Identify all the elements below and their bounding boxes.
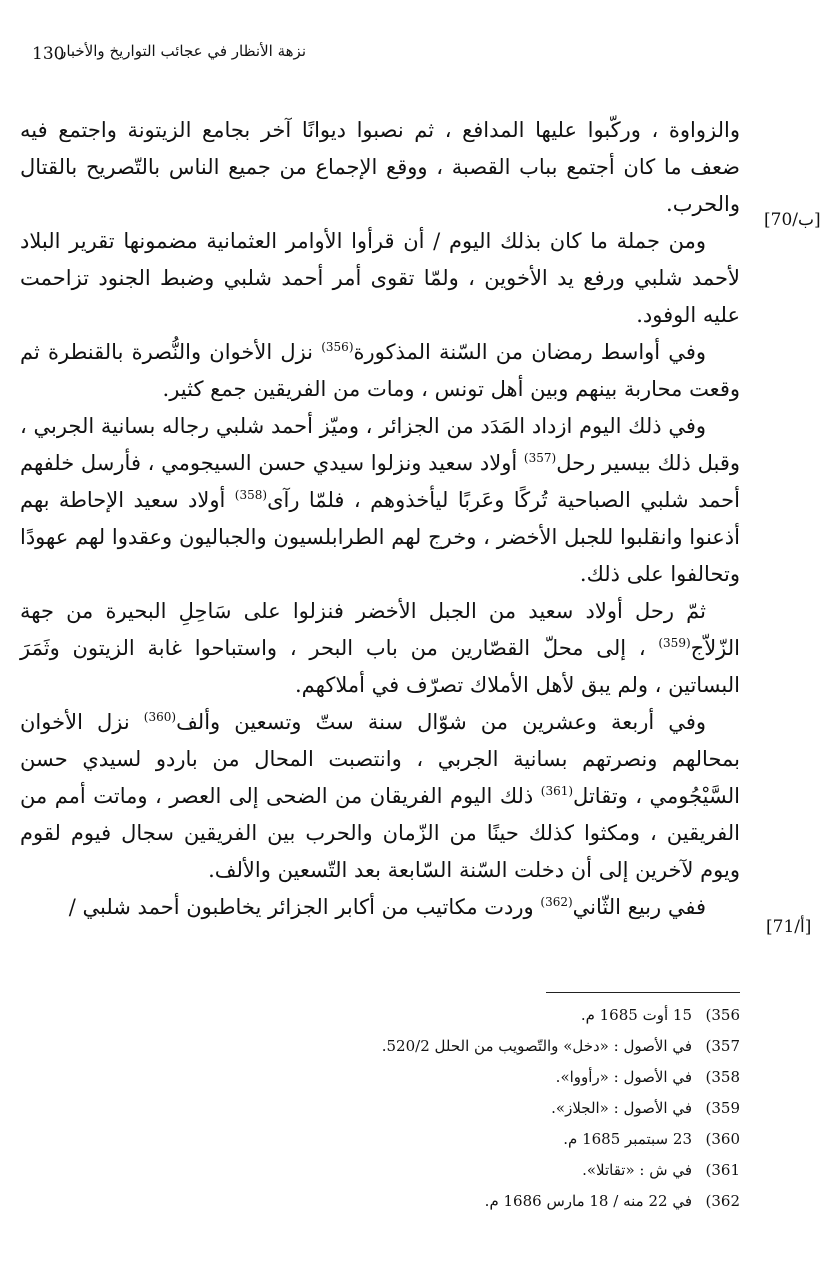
main-text (20, 112, 740, 926)
paragraph-text: ففي ربيع الثّاني (572, 895, 706, 919)
footnote-number: 358) (705, 1068, 740, 1086)
footnote-ref: (360) (143, 710, 177, 724)
footnote-text: 23 سبتمبر 1685 م. (563, 1130, 692, 1148)
running-title: نزهة الأنظار في عجائب التواريخ والأخبار (59, 42, 306, 60)
margin-folio-note: [70/ب] (764, 210, 821, 230)
paragraph-text: وفي ذلك اليوم ازداد المَدَد من الجزائر ، وميّز أحمد شلبي رجاله بسانية الجربي ، وقبل ذلك بيسير رحل (20, 414, 740, 475)
paragraph-text: أولاد سعيد الإحاطة بهم أذعنوا وانقلبوا للجبل الأخضر ، وخرج لهم الطرابلسيون والجباليون وعقدوا لهم عهودًا وتحالفوا على ذلك. (20, 488, 740, 586)
footnote (300, 1068, 740, 1099)
footnote (300, 1006, 740, 1037)
paragraph-text: أولاد سعيد ونزلوا سيدي حسن السيجومي ، فأرسل خلفهم أحمد شلبي الصباحية تُركًا وعَربًا ليأخذوهم ، فلمّا رآى (20, 451, 740, 512)
paragraph (20, 408, 740, 593)
footnote-ref: (361) (540, 784, 574, 798)
footnote-text: في ش : «تقاتلا». (582, 1161, 692, 1179)
footnote (300, 1161, 740, 1192)
paragraph-text: ذلك اليوم الفريقان من الضحى إلى العصر ، وماتت أمم من الفريقين ، ومكثوا كذلك حينًا من الزّمان والحرب بين الفريقين سجال فيوم لقوم ويوم لآخرين إلى أن دخلت السّنة السّابعة بعد التّسعين والألف. (20, 784, 740, 882)
paragraph-text: ثمّ رحل أولاد سعيد من الجبل الأخضر فنزلوا على سَاحِلِ البحيرة من جهة الزّلاّج (20, 599, 740, 660)
footnote-number: 359) (705, 1099, 740, 1117)
footnote (300, 1099, 740, 1130)
footnote-number: 361) (705, 1161, 740, 1179)
footnote-text: 15 أوت 1685 م. (580, 1006, 692, 1024)
footnote-ref: (356) (321, 340, 354, 354)
paragraph (20, 704, 740, 889)
footnote (300, 1192, 740, 1223)
paragraph-text: نزل الأخوان والنُّصرة بالقنطرة ثم وقعت محاربة بينهم وبين أهل تونس ، ومات من الفريقين جمع كثير. (20, 340, 740, 401)
footnote-number: 362) (705, 1192, 740, 1210)
footnote-text: في الأصول : «الجلاز». (551, 1099, 692, 1117)
footnote-text: في الأصول : «رأووا». (555, 1068, 692, 1086)
footnote-number: 360) (705, 1130, 740, 1148)
footnote-text: في 22 منه / 18 مارس 1686 م. (484, 1192, 692, 1210)
footnote-ref: (358) (234, 488, 268, 502)
paragraph-text: نزل الأخوان بمحالهم ونصرتهم بسانية الجربي ، وانتصبت المحال من باردو لسيدي حسن السَّيْجُومي ، وتقاتل (20, 710, 740, 808)
footnote-divider (546, 992, 740, 993)
footnote (300, 1037, 740, 1068)
paragraph-text: ومن جملة ما كان بذلك اليوم / أن قرأوا الأوامر العثمانية مضمونها تقرير البلاد لأحمد شلبي ورفع يد الأخوين ، ولمّا تقوى أمر أحمد شلبي وضبط الجنود تزاحمت عليه الوفود. (20, 229, 740, 327)
footnote-number: 357) (705, 1037, 740, 1055)
paragraph-text: ، إلى محلّ القصّارين من باب البحر ، واستباحوا غابة الزيتون وثَمَرَ البساتين ، ولم يبق لأهل الأملاك تصرّف في أملاكهم. (20, 636, 740, 697)
paragraph-text: وفي أواسط رمضان من السّنة المذكورة (353, 340, 706, 364)
footnote-ref: (359) (658, 636, 691, 650)
footnote-ref: (357) (523, 451, 557, 465)
page-number: 130 (32, 44, 65, 64)
paragraph (20, 889, 740, 926)
margin-folio-note: [71/أ] (766, 917, 812, 937)
footnote (300, 1130, 740, 1161)
paragraph-text: والزواوة ، وركّبوا عليها المدافع ، ثم نصبوا ديوانًا آخر بجامع الزيتونة واجتمع فيه ضعف ما كان أجتمع بباب القصبة ، ووقع الإجماع من جميع الناس بالتّصريح بالقتال والحرب. (20, 118, 740, 216)
footnote-text: في الأصول : «دخل» والتّصويب من الحلل 520/2. (381, 1037, 692, 1055)
paragraph (20, 334, 740, 408)
footnote-ref: (362) (540, 895, 573, 909)
paragraph-text: وفي أربعة وعشرين من شوّال سنة ستّ وتسعين وألف (176, 710, 706, 734)
footnotes (300, 1006, 740, 1223)
paragraph (20, 223, 740, 334)
paragraph (20, 593, 740, 704)
paragraph-text: وردت مكاتيب من أكابر الجزائر يخاطبون أحمد شلبي / (68, 895, 541, 919)
footnote-number: 356) (705, 1006, 740, 1024)
paragraph (20, 112, 740, 223)
